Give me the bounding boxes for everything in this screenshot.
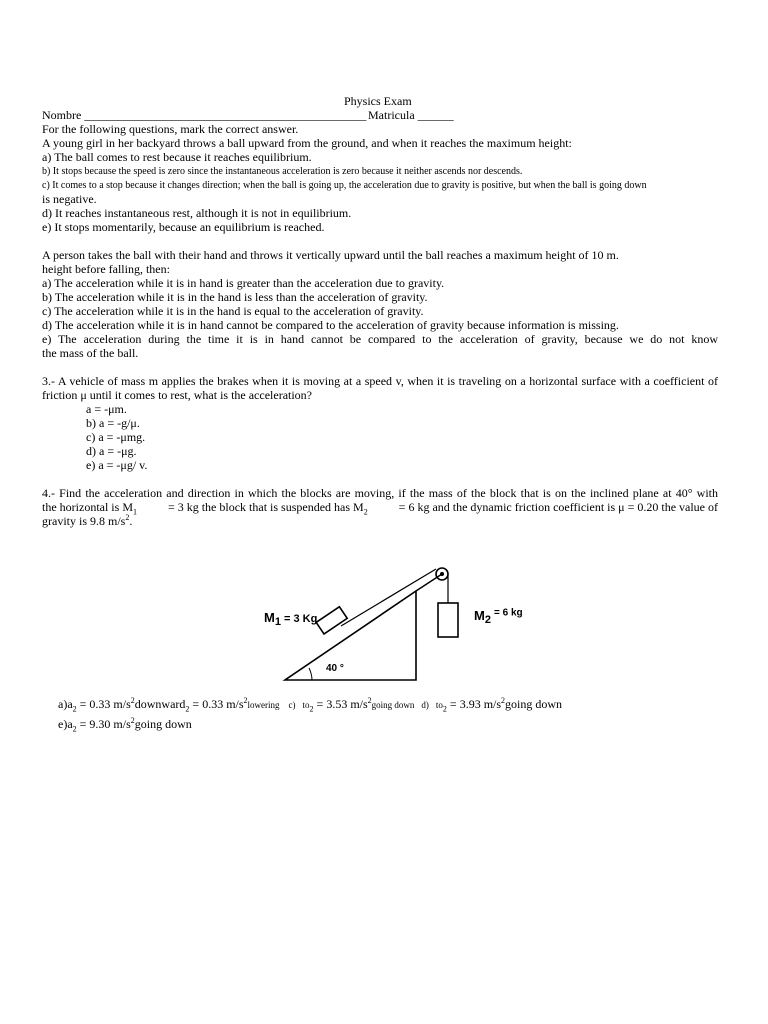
q2-stem: A person takes the ball with their hand and throws it vertically upward until the ball reaches a maximum height of 10 m.	[42, 248, 619, 262]
block-m1	[316, 607, 347, 634]
q4-stem-mu: = 6 kg and the dynamic friction coefficient is μ = 0.20 the value of	[398, 500, 718, 514]
q3-option-b: b) a = -g/μ.	[86, 416, 140, 430]
q3-stem: 3.- A vehicle of mass m applies the brakes when it is moving at a speed v, when it is traveling on a horizontal surface with a coefficient of	[42, 374, 718, 388]
page-title: Physics Exam	[344, 94, 412, 108]
q3-option-d: d) a = -μg.	[86, 444, 137, 458]
m2-label: $M_2$ $^{= 6 kg}$	[474, 607, 523, 627]
q2-option-b: b) The acceleration while it is in the hand is less than the acceleration of gravity.	[42, 290, 428, 304]
incline-plane	[285, 591, 416, 680]
q2-option-d: d) The acceleration while it is in hand cannot be compared to the acceleration of gravity because information is missing.	[42, 318, 619, 332]
q2-option-e: e) The acceleration during the time it is in hand cannot be compared to the acceleration of gravity, because we do not know	[42, 332, 718, 346]
q4-stem-gravity: gravity is 9.8 $m/s^2$.	[42, 513, 133, 528]
matricula-field: Matricula ______	[368, 108, 454, 122]
angle-label: 40 °	[326, 663, 344, 674]
q2-stem-cont: height before falling, then:	[42, 262, 170, 276]
q4-option-b: $_2$ = 0.33 $m/s^2lowering$	[185, 696, 280, 714]
q2-option-a: a) The acceleration while it is in hand is greater than the acceleration due to gravity.	[42, 276, 445, 290]
q4-option-d: $to_2 = 3.93$ $m/s^2going$ down	[435, 696, 563, 714]
q1-option-c: c) It comes to a stop because it changes direction; when the ball is going up, the acceleration due to gravity is positive, but when the ball is going down	[42, 180, 647, 191]
q4-option-a: $a)a_2 = 0.33$ $m/s^2downward$	[58, 696, 186, 714]
q3-stem-cont: friction μ until it comes to rest, what is the acceleration?	[42, 388, 313, 402]
q1-option-e: e) It stops momentarily, because an equilibrium is reached.	[42, 220, 325, 234]
q1-option-b: b) It stops because the speed is zero since the instantaneous acceleration is zero because it neither ascends nor descends.	[42, 166, 523, 177]
q4-answers-row1: $a)a_2 = 0.33$ $m/s^2downward_2 = 0.33$ $m/s^2lowering$ c) $to_2 = 3.53$ $m/s^2going$ down d) $to_2 = 3.93$ $m/s^2going$ down	[58, 696, 563, 714]
q4-stem: 4.- Find the acceleration and direction in which the blocks are moving, if the mass of the block that is on the inclined plane at 40° with	[42, 486, 718, 500]
q4-stem-line2	[42, 500, 718, 517]
q3-option-e: e) a = -μg/ v.	[86, 458, 148, 472]
name-field: Nombre _______________________________________________	[42, 108, 367, 122]
block-m2	[438, 603, 458, 637]
instructions: For the following questions, mark the correct answer.	[42, 122, 299, 136]
q1-option-d: d) It reaches instantaneous rest, although it is not in equilibrium.	[42, 206, 352, 220]
q1-option-a: a) The ball comes to rest because it reaches equilibrium.	[42, 150, 312, 164]
q4-option-e: $e)a_2 = 9.30$ $m/s^2going$ down	[58, 716, 192, 734]
q4-option-c: $to_2 = 3.53$ $m/s^2going$ down	[302, 696, 415, 714]
q1-option-c-cont: is negative.	[42, 192, 97, 206]
q4-stem-m2: = 3 kg the block that is suspended has $M_2$	[167, 500, 368, 517]
q2-option-e-cont: the mass of the ball.	[42, 346, 139, 360]
q1-stem: A young girl in her backyard throws a ball upward from the ground, and when it reaches the maximum height:	[42, 136, 572, 150]
q2-option-c: c) The acceleration while it is in the hand is equal to the acceleration of gravity.	[42, 304, 424, 318]
q4-stem-m1: the horizontal is $M_1$	[42, 500, 137, 517]
q3-option-c: c) a = -μmg.	[86, 430, 146, 444]
rope-incline	[341, 569, 436, 626]
m1-label: $M_1 = 3$ Kg	[264, 610, 318, 629]
q3-option-a: a = -μm.	[86, 402, 127, 416]
